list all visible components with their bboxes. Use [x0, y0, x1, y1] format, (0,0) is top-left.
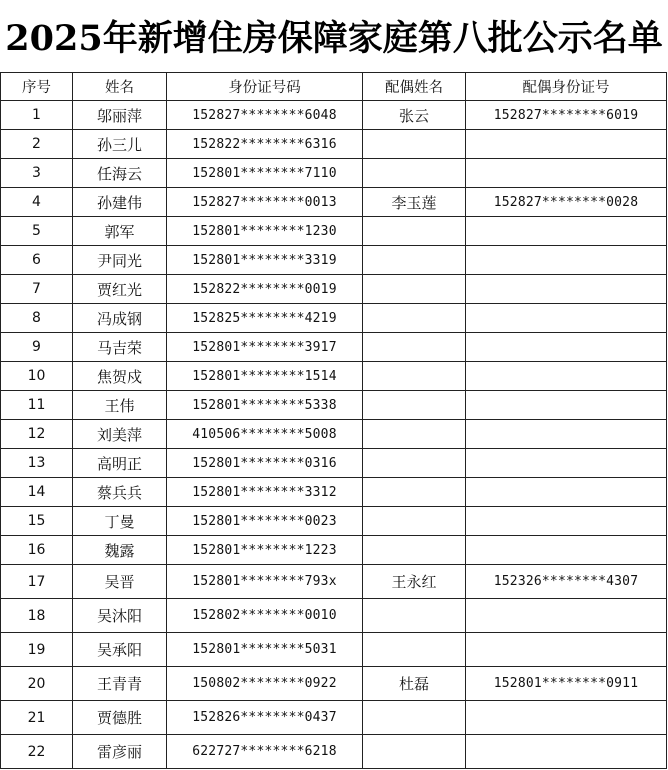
cell-spouse-id-number: 152801********0911 — [466, 667, 667, 701]
cell-no: 3 — [1, 159, 73, 188]
cell-name: 尹同光 — [73, 246, 167, 275]
cell-id-number: 152822********6316 — [167, 130, 363, 159]
cell-spouse-name — [363, 217, 466, 246]
cell-spouse-id-number — [466, 701, 667, 735]
table-row — [1, 217, 667, 246]
header-no: 序号 — [1, 73, 73, 101]
cell-spouse-id-number — [466, 217, 667, 246]
cell-spouse-name — [363, 478, 466, 507]
cell-spouse-id-number — [466, 420, 667, 449]
cell-spouse-name: 杜磊 — [363, 667, 466, 701]
cell-spouse-name — [363, 633, 466, 667]
table-row — [1, 420, 667, 449]
cell-spouse-name — [363, 362, 466, 391]
cell-name: 任海云 — [73, 159, 167, 188]
cell-id-number: 152801********1230 — [167, 217, 363, 246]
table-row — [1, 701, 667, 735]
cell-id-number: 152827********0013 — [167, 188, 363, 217]
header-spouse-id: 配偶身份证号 — [466, 73, 667, 101]
table-row — [1, 362, 667, 391]
table-row — [1, 246, 667, 275]
cell-name: 高明正 — [73, 449, 167, 478]
cell-no: 7 — [1, 275, 73, 304]
roster-table — [0, 72, 667, 769]
table-row — [1, 130, 667, 159]
cell-no: 14 — [1, 478, 73, 507]
cell-no: 20 — [1, 667, 73, 701]
cell-spouse-name — [363, 701, 466, 735]
cell-name: 蔡兵兵 — [73, 478, 167, 507]
cell-no: 9 — [1, 333, 73, 362]
table-row — [1, 478, 667, 507]
cell-no: 16 — [1, 536, 73, 565]
cell-no: 10 — [1, 362, 73, 391]
cell-id-number: 622727********6218 — [167, 735, 363, 769]
cell-id-number: 152802********0010 — [167, 599, 363, 633]
cell-id-number: 152801********3312 — [167, 478, 363, 507]
cell-no: 22 — [1, 735, 73, 769]
table-row — [1, 101, 667, 130]
cell-id-number: 152825********4219 — [167, 304, 363, 333]
cell-name: 郭军 — [73, 217, 167, 246]
cell-name: 雷彦丽 — [73, 735, 167, 769]
cell-id-number: 152801********5031 — [167, 633, 363, 667]
cell-spouse-name — [363, 735, 466, 769]
table-row — [1, 188, 667, 217]
cell-spouse-id-number — [466, 159, 667, 188]
cell-no: 15 — [1, 507, 73, 536]
table-row — [1, 565, 667, 599]
cell-name: 吴承阳 — [73, 633, 167, 667]
cell-name: 吴沐阳 — [73, 599, 167, 633]
cell-no: 18 — [1, 599, 73, 633]
cell-no: 5 — [1, 217, 73, 246]
cell-spouse-name — [363, 449, 466, 478]
cell-name: 吴晋 — [73, 565, 167, 599]
cell-spouse-name — [363, 536, 466, 565]
cell-spouse-name — [363, 391, 466, 420]
table-body — [1, 101, 667, 769]
cell-id-number: 152801********0316 — [167, 449, 363, 478]
cell-spouse-id-number — [466, 735, 667, 769]
cell-spouse-name — [363, 420, 466, 449]
cell-spouse-id-number — [466, 304, 667, 333]
cell-spouse-id-number — [466, 633, 667, 667]
cell-spouse-name — [363, 130, 466, 159]
cell-spouse-id-number — [466, 391, 667, 420]
cell-no: 12 — [1, 420, 73, 449]
cell-spouse-id-number — [466, 333, 667, 362]
cell-name: 王青青 — [73, 667, 167, 701]
header-id: 身份证号码 — [167, 73, 363, 101]
cell-name: 马吉荣 — [73, 333, 167, 362]
cell-id-number: 152801********1514 — [167, 362, 363, 391]
cell-no: 21 — [1, 701, 73, 735]
cell-name: 孙建伟 — [73, 188, 167, 217]
cell-spouse-id-number — [466, 536, 667, 565]
cell-id-number: 152801********7110 — [167, 159, 363, 188]
header-spouse-name: 配偶姓名 — [363, 73, 466, 101]
cell-name: 贾红光 — [73, 275, 167, 304]
cell-id-number: 152801********5338 — [167, 391, 363, 420]
table-row — [1, 599, 667, 633]
cell-spouse-name — [363, 507, 466, 536]
cell-spouse-id-number: 152827********0028 — [466, 188, 667, 217]
cell-id-number: 152822********0019 — [167, 275, 363, 304]
cell-id-number: 152801********793x — [167, 565, 363, 599]
cell-spouse-id-number — [466, 275, 667, 304]
cell-name: 焦贺戍 — [73, 362, 167, 391]
cell-id-number: 152827********6048 — [167, 101, 363, 130]
table-row — [1, 667, 667, 701]
table-row — [1, 735, 667, 769]
cell-no: 19 — [1, 633, 73, 667]
cell-no: 6 — [1, 246, 73, 275]
table-row — [1, 633, 667, 667]
cell-spouse-id-number — [466, 478, 667, 507]
cell-id-number: 152801********3319 — [167, 246, 363, 275]
cell-id-number: 152801********3917 — [167, 333, 363, 362]
cell-name: 邬丽萍 — [73, 101, 167, 130]
cell-name: 刘美萍 — [73, 420, 167, 449]
cell-spouse-name: 李玉莲 — [363, 188, 466, 217]
cell-no: 13 — [1, 449, 73, 478]
cell-spouse-id-number — [466, 449, 667, 478]
table-row — [1, 159, 667, 188]
table-row — [1, 333, 667, 362]
cell-spouse-name — [363, 246, 466, 275]
cell-spouse-name — [363, 159, 466, 188]
cell-spouse-id-number — [466, 130, 667, 159]
cell-spouse-id-number — [466, 362, 667, 391]
cell-spouse-name: 张云 — [363, 101, 466, 130]
cell-spouse-name — [363, 333, 466, 362]
cell-spouse-name — [363, 304, 466, 333]
cell-name: 贾德胜 — [73, 701, 167, 735]
cell-name: 孙三儿 — [73, 130, 167, 159]
cell-no: 8 — [1, 304, 73, 333]
header-name: 姓名 — [73, 73, 167, 101]
table-row — [1, 449, 667, 478]
cell-id-number: 152801********0023 — [167, 507, 363, 536]
cell-id-number: 410506********5008 — [167, 420, 363, 449]
cell-no: 1 — [1, 101, 73, 130]
page-title: 2025年新增住房保障家庭第八批公示名单 — [5, 18, 663, 59]
cell-spouse-name: 王永红 — [363, 565, 466, 599]
cell-name: 冯成钢 — [73, 304, 167, 333]
table-row — [1, 304, 667, 333]
table-row — [1, 536, 667, 565]
cell-no: 2 — [1, 130, 73, 159]
cell-spouse-id-number — [466, 507, 667, 536]
cell-id-number: 152801********1223 — [167, 536, 363, 565]
cell-no: 17 — [1, 565, 73, 599]
cell-no: 4 — [1, 188, 73, 217]
table-row — [1, 275, 667, 304]
cell-spouse-name — [363, 275, 466, 304]
cell-no: 11 — [1, 391, 73, 420]
header-row — [1, 73, 667, 101]
cell-name: 丁曼 — [73, 507, 167, 536]
table-row — [1, 391, 667, 420]
cell-id-number: 152826********0437 — [167, 701, 363, 735]
cell-spouse-id-number: 152326********4307 — [466, 565, 667, 599]
cell-spouse-name — [363, 599, 466, 633]
cell-spouse-id-number: 152827********6019 — [466, 101, 667, 130]
cell-name: 王伟 — [73, 391, 167, 420]
cell-spouse-id-number — [466, 599, 667, 633]
cell-name: 魏露 — [73, 536, 167, 565]
cell-spouse-id-number — [466, 246, 667, 275]
cell-id-number: 150802********0922 — [167, 667, 363, 701]
table-row — [1, 507, 667, 536]
